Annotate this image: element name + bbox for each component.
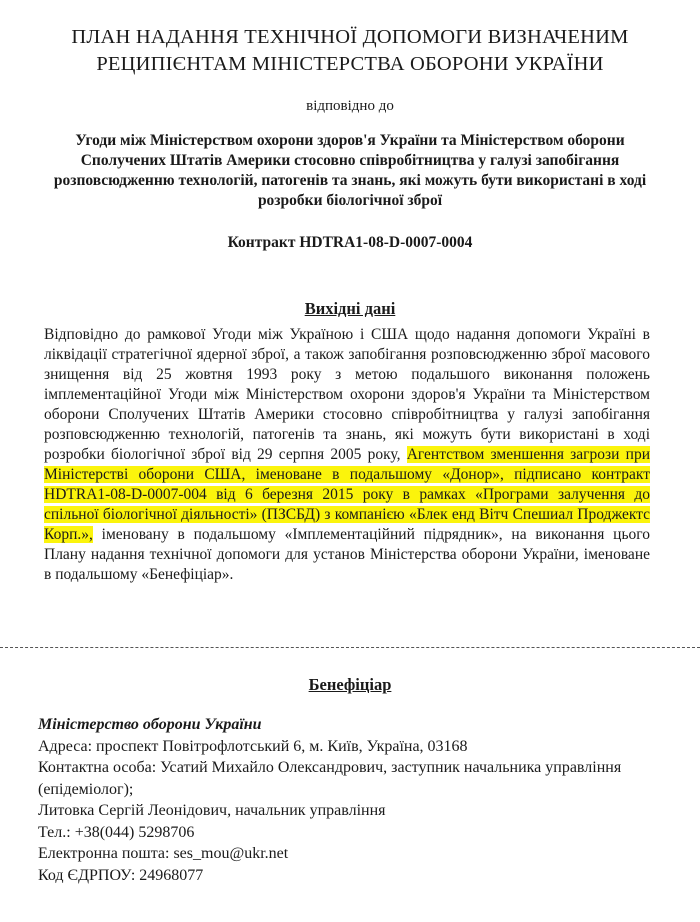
agreement-title: Угоди між Міністерством охорони здоров'я України та Міністерством оборони Сполучених Штатів Америки стосовно співробітництва у галузі запобігання розповсюдженню технологій, патогенів та знань, які можуть бути використані в ході розробки біологічної зброї (53, 132, 647, 209)
beneficiary-contact: Контактна особа: Усатий Михайло Олександрович, заступник начальника управління (епідеміолог); (38, 759, 622, 798)
background-heading: Вихідні дані (304, 299, 396, 318)
beneficiary-name: Міністерство оборони України (38, 716, 262, 733)
beneficiary-email: Електронна пошта: ses_mou@ukr.net (38, 845, 289, 862)
according-to-text: відповідно до (306, 98, 394, 114)
dashed-divider (0, 647, 700, 648)
contract-number: Контракт HDTRA1-08-D-0007-0004 (227, 234, 473, 251)
document-title (30, 24, 670, 78)
beneficiary-contact-2: Литовка Сергій Леонідович, начальник управління (38, 802, 386, 819)
highlighted-text: Агентством зменшення загрози при Міністерстві оборони США, іменоване в подальшому «Донор», підписано контракт HDTRA1-08-D-0007-004 від 6 березня 2015 року в рамках «Програми залучення до спільної біологічної діяльності» (ПЗСБД) з компанією «Блек енд Вітч Спешиал Проджектс Корп.», (44, 446, 650, 543)
title-line-2: РЕЦИПІЄНТАМ МІНІСТЕРСТВА ОБОРОНИ УКРАЇНИ (96, 53, 604, 75)
title-line-1: ПЛАН НАДАННЯ ТЕХНІЧНОЇ ДОПОМОГИ ВИЗНАЧЕНИМ (71, 26, 629, 48)
paragraph-text-part2: іменовану в подальшому «Імплементаційний підрядник», на виконання цього Плану надання технічної допомоги для установ Міністерства оборони України, іменоване в подальшому «Бенефіціар». (44, 526, 650, 583)
beneficiary-phone: Тел.: +38(044) 5298706 (38, 823, 195, 841)
beneficiary-details (38, 714, 658, 886)
beneficiary-address: Адреса: проспект Повітрофлотський 6, м. Київ, Україна, 03168 (38, 737, 468, 755)
beneficiary-heading: Бенефіціар (308, 675, 392, 694)
paragraph-text-part1: Відповідно до рамкової Угоди між Україною і США щодо надання допомоги Україні в ліквідації стратегічної ядерної зброї, а також запобігання розповсюдженню зброї масового знищення від 25 жовтня 1993 року з метою подальшого виконання положень імплементаційної Угоди між Міністерством охорони здоров'я України та Міністерством оборони Сполучених Штатів Америки стосовно співробітництва у галузі запобігання розповсюдженню технологій, патогенів та знань, які можуть бути використані в ході розробки біологічної зброї від 29 серпня 2005 року, (44, 326, 650, 463)
background-paragraph (44, 325, 650, 585)
beneficiary-edrpou: Код ЄДРПОУ: 24968077 (38, 866, 204, 884)
